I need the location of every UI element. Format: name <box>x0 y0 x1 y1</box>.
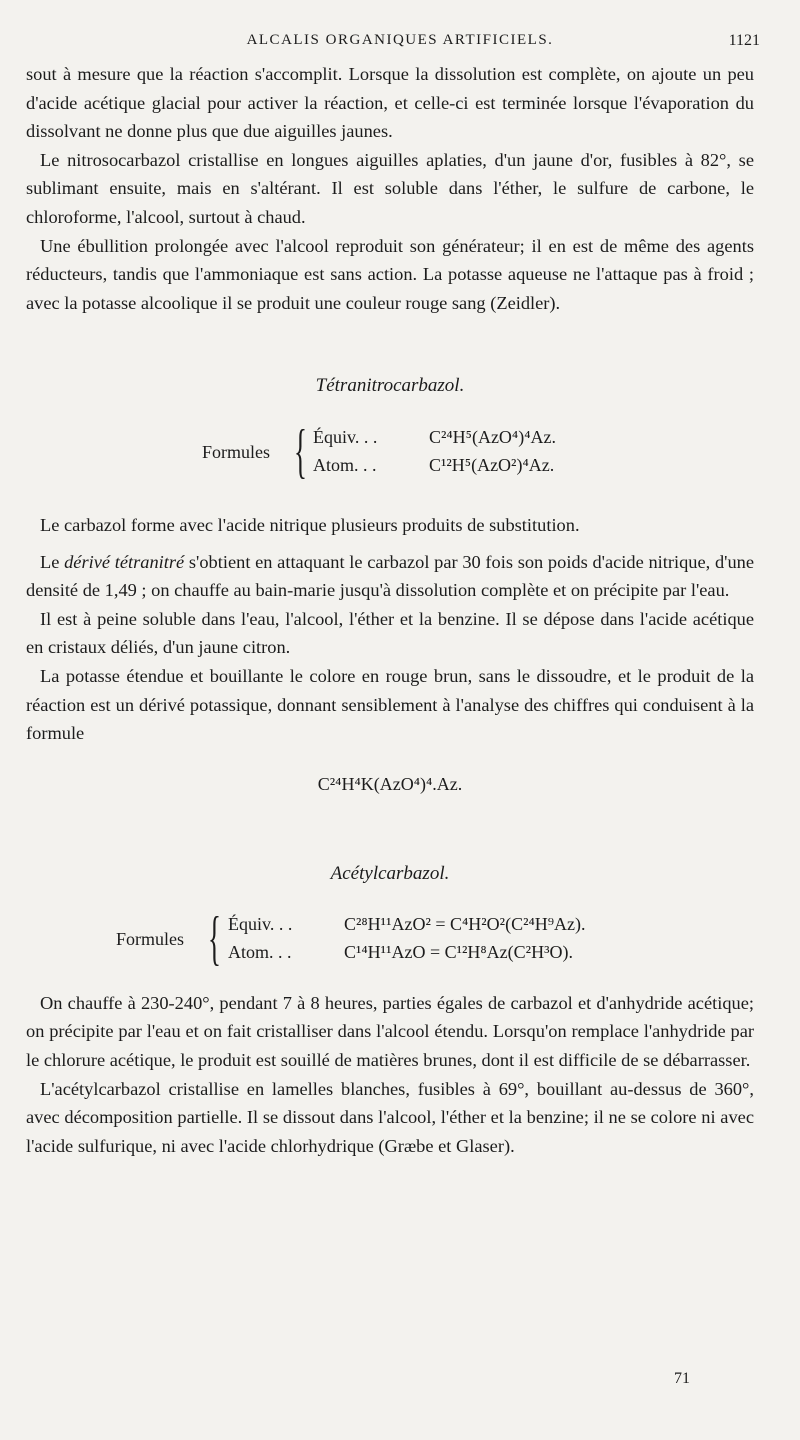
running-title: ALCALIS ORGANIQUES ARTIFICIELS. <box>246 32 554 48</box>
paragraph: Le carbazol forme avec l'acide nitrique plusieurs produits de substitution. <box>40 514 580 535</box>
paragraph: On chauffe à 230-240°, pendant 7 à 8 heures, parties égales de carbazol et d'anhydride acétique; on précipite par l'eau et on fait cristalliser dans l'alcool étendu. Lorsqu'on remplace l'anhydride par le chlorure acétique, le produit est souillé de matières brunes, dont il est difficile de se débarrasser. <box>26 992 754 1071</box>
section-title: Acétylcarbazol. <box>330 863 450 885</box>
formula-value: C²⁴H⁵(AzO⁴)⁴Az. <box>429 426 556 447</box>
paragraph: Une ébullition prolongée avec l'alcool reproduit son générateur; il en est de même des agents réducteurs, tandis que l'ammoniaque est sans action. La potasse aqueuse ne l'attaque pas à froid ; avec la potasse alcoolique il se produit une couleur rouge sang (Zeidler). <box>26 235 754 313</box>
paragraph: La potasse étendue et bouillante le colore en rouge brun, sans le dissoudre, et le produit de la réaction est un dérivé potassique, donnant sensiblement à l'analyse des chiffres qui conduisent à la formule <box>26 665 754 744</box>
formula-kind: Atom. . . <box>313 454 377 475</box>
formula-kind: Équiv. . . <box>228 913 293 934</box>
formula-value: C²⁸H¹¹AzO² = C⁴H²O²(C²⁴H⁹Az). <box>344 913 586 934</box>
formula-label: Formules <box>202 441 271 462</box>
emphasis: dérivé tétranitré <box>64 551 185 572</box>
formula-line-atom <box>228 942 573 963</box>
formula-kind: Atom. . . <box>228 941 292 962</box>
signature-number: 71 <box>674 1370 690 1387</box>
page-body <box>26 60 754 1160</box>
formula-potassium: C²⁴H⁴K(AzO⁴)⁴.Az. <box>317 773 463 794</box>
paragraph: sout à mesure que la réaction s'accomplit. Lorsque la dissolution est complète, on ajoute un peu d'acide acétique glacial pour activer la réaction, et celle-ci est terminée lorsque l'évaporation du dissolvant ne donne plus que due aiguilles jaunes. <box>26 64 754 142</box>
formula-value: C¹²H⁵(AzO²)⁴Az. <box>429 454 555 475</box>
paragraph: Le dérivé tétranitré s'obtient en attaquant le carbazol par 30 fois son poids d'acide nitrique, d'une densité de 1,49 ; on chauffe au bain-marie jusqu'à dissolution complète et on précipite par l'eau. <box>26 551 755 601</box>
brace-icon: { <box>294 417 307 484</box>
section-title: Tétranitrocarbazol. <box>315 375 465 397</box>
formula-block-acetyl <box>26 904 754 973</box>
page-header <box>0 32 800 56</box>
paragraph: Il est à peine soluble dans l'eau, l'alcool, l'éther et la benzine. Il se dépose dans l'acide acétique en cristaux déliés, d'un jaune citron. <box>26 608 754 658</box>
page-number: 1121 <box>728 32 760 49</box>
formula-value: C¹⁴H¹¹AzO = C¹²H⁸Az(C²H³O). <box>344 941 573 962</box>
brace-icon: { <box>208 904 221 971</box>
formula-line-equiv <box>228 914 586 935</box>
formula-label: Formules <box>116 928 185 949</box>
paragraph: L'acétylcarbazol cristallise en lamelles blanches, fusibles à 69°, bouillant au-dessus de 360°, avec décomposition partielle. Il se dissout dans l'alcool, l'éther et la benzine; il ne se colore ni avec l'acide sulfurique, ni avec l'acide chlorhydrique (Græbe et Glaser). <box>26 1078 754 1156</box>
formula-line-equiv <box>313 427 556 448</box>
paragraph: Le nitrosocarbazol cristallise en longues aiguilles aplaties, d'un jaune d'or, fusibles à 82°, se sublimant ensuite, mais en s'altérant. Il est soluble dans l'éther, le sulfure de carbone, le chloroforme, l'alcool, surtout à chaud. <box>26 149 754 227</box>
formula-kind: Équiv. . . <box>313 426 378 447</box>
formula-line-atom <box>313 455 554 476</box>
formula-block-tetranitro <box>26 417 754 486</box>
signature-mark <box>0 1370 800 1388</box>
